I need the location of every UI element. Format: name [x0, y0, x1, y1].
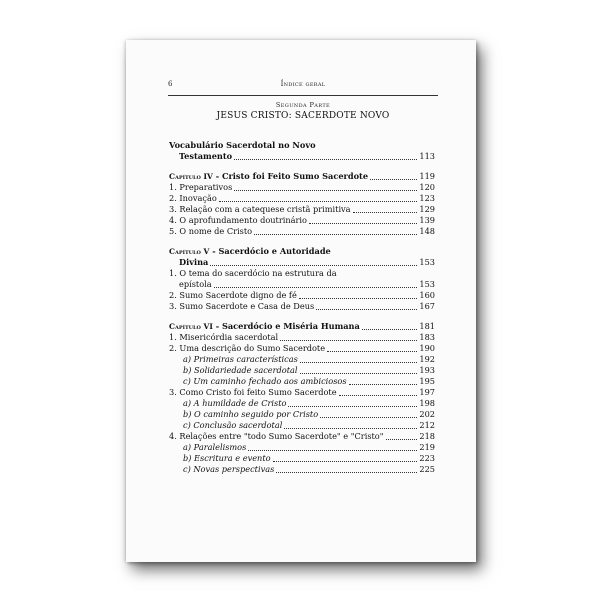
chapter-prefix: Capítulo IV [169, 172, 213, 181]
toc-entry [169, 343, 435, 354]
book-page [126, 40, 476, 562]
dot-leader [280, 340, 417, 341]
toc-entry [169, 204, 435, 215]
table-of-contents [169, 140, 435, 475]
toc-page-number: 181 [419, 321, 435, 331]
chapter-title-text: - Cristo foi Feito Sumo Sacerdote [212, 171, 369, 181]
dot-leader [288, 406, 417, 407]
toc-page-number: 198 [419, 398, 435, 408]
chapter-title-line2: Divina [179, 257, 209, 267]
toc-entry-text: 3. Sumo Sacerdote e Casa de Deus [169, 301, 315, 311]
toc-page-number: 212 [419, 420, 435, 430]
toc-entry-text: 4. O aprofundamento doutrinário [169, 215, 307, 225]
toc-entry [169, 215, 435, 226]
dot-leader [254, 234, 417, 235]
part-title: JESUS CRISTO: SACERDOTE NOVO [216, 111, 390, 121]
toc-page-number: 225 [419, 464, 435, 474]
chapter-title [169, 171, 368, 182]
toc-entry-text: b) Solidariedade sacerdotal [183, 365, 298, 375]
dot-leader [299, 298, 418, 299]
toc-entry [169, 332, 435, 343]
dot-leader [219, 201, 418, 202]
running-title: Índice geral [280, 80, 326, 88]
toc-subentry [169, 365, 435, 376]
toc-subentry [169, 420, 435, 431]
toc-entry [169, 301, 435, 312]
toc-entry [169, 193, 435, 204]
toc-subentry [169, 376, 435, 387]
dot-leader [320, 417, 417, 418]
toc-entry-text: 1. Preparativos [169, 182, 233, 192]
toc-subentry [169, 442, 435, 453]
toc-page-number: 129 [419, 204, 435, 214]
chapter-title [169, 246, 331, 256]
toc-subentry [169, 464, 435, 475]
toc-entry-text: b) Escritura e evento [183, 453, 271, 463]
toc-page-number: 197 [419, 387, 435, 397]
toc-subentry [169, 354, 435, 365]
chapter-title [169, 321, 360, 332]
toc-entry-text: a) Primeiras características [183, 354, 298, 364]
toc-subentry [169, 453, 435, 464]
page-number: 6 [168, 80, 173, 88]
dot-leader [386, 439, 418, 440]
toc-page-number: 160 [419, 290, 435, 300]
toc-entry-text: a) A humildade de Cristo [183, 398, 287, 408]
toc-entry-text: 5. O nome de Cristo [169, 226, 253, 236]
toc-entry [169, 151, 435, 162]
toc-entry-text: 3. Como Cristo foi feito Sumo Sacerdote [169, 387, 337, 397]
part-label: Segunda Parte [275, 101, 331, 109]
toc-chapter [169, 246, 435, 257]
chapter-title-text: - Sacerdócio e Miséria Humana [212, 321, 360, 331]
dot-leader [309, 223, 417, 224]
toc-page-number: 167 [419, 301, 435, 311]
toc-subentry [169, 409, 435, 420]
toc-entry [169, 268, 435, 279]
toc-page-number: 119 [419, 171, 435, 181]
toc-entry-text: c) Conclusão sacerdotal [183, 420, 283, 430]
toc-entry [169, 257, 435, 268]
toc-entry-text: epístola [179, 279, 212, 289]
toc-entry-text: 1. Misericórdia sacerdotal [169, 332, 279, 342]
toc-entry-text: a) Paralelismos [183, 442, 247, 452]
toc-entry-text: c) Um caminho fechado aos ambiciosos [183, 376, 347, 386]
dot-leader [210, 265, 417, 266]
toc-entry [169, 431, 435, 442]
toc-page-number: 113 [419, 151, 435, 161]
dot-leader [300, 362, 418, 363]
toc-page-number: 148 [419, 226, 435, 236]
toc-page-number: 192 [419, 354, 435, 364]
toc-page-number: 153 [419, 257, 435, 267]
toc-entry-text: 2. Sumo Sacerdote digno de fé [169, 290, 297, 300]
toc-chapter [169, 321, 435, 332]
toc-section-title-line2: Testamento [179, 151, 233, 161]
toc-page-number: 153 [419, 279, 435, 289]
toc-entry-text: c) Novas perspectivas [183, 464, 275, 474]
toc-page-number: 123 [419, 193, 435, 203]
dot-leader [349, 384, 418, 385]
toc-page-number: 190 [419, 343, 435, 353]
toc-entry-text: 4. Relações entre "todo Sumo Sacerdote" e "Cristo" [169, 431, 384, 441]
toc-page-number: 223 [419, 453, 435, 463]
toc-entry-text: 2. Uma descrição do Sumo Sacerdote [169, 343, 326, 353]
dot-leader [273, 461, 418, 462]
dot-leader [234, 190, 417, 191]
toc-entry [169, 279, 435, 290]
toc-page-number: 193 [419, 365, 435, 375]
chapter-prefix: Capítulo VI [169, 322, 213, 331]
dot-leader [248, 450, 417, 451]
dot-leader [214, 287, 418, 288]
dot-leader [362, 329, 418, 330]
toc-subentry [169, 398, 435, 409]
dot-leader [339, 395, 418, 396]
dot-leader [353, 212, 418, 213]
dot-leader [284, 428, 417, 429]
toc-section-title-line1: Vocabulário Sacerdotal no Novo [169, 140, 316, 150]
toc-page-number: 120 [419, 182, 435, 192]
toc-entry-text: 3. Relação com a catequese cristã primitiva [169, 204, 351, 214]
toc-entry-text: 1. O tema do sacerdócio na estrutura da [169, 268, 337, 278]
toc-entry [169, 226, 435, 237]
dot-leader [234, 159, 417, 160]
chapter-title-text: - Sacerdócio e Autoridade [209, 246, 331, 256]
dot-leader [300, 373, 418, 374]
toc-page-number: 219 [419, 442, 435, 452]
toc-entry [169, 387, 435, 398]
toc-entry [169, 182, 435, 193]
chapter-prefix: Capítulo V [169, 247, 210, 256]
running-header [168, 80, 438, 94]
toc-page-number: 218 [419, 431, 435, 441]
dot-leader [276, 472, 417, 473]
toc-entry [169, 290, 435, 301]
toc-page-number: 195 [419, 376, 435, 386]
dot-leader [316, 309, 417, 310]
toc-page-number: 139 [419, 215, 435, 225]
dot-leader [327, 351, 417, 352]
toc-entry-text: b) O caminho seguido por Cristo [183, 409, 319, 419]
toc-page-number: 183 [419, 332, 435, 342]
toc-page-number: 202 [419, 409, 435, 419]
toc-section-title [169, 140, 435, 151]
dot-leader [370, 179, 417, 180]
toc-chapter [169, 171, 435, 182]
toc-entry-text: 2. Inovação [169, 193, 217, 203]
header-rule [168, 95, 438, 96]
